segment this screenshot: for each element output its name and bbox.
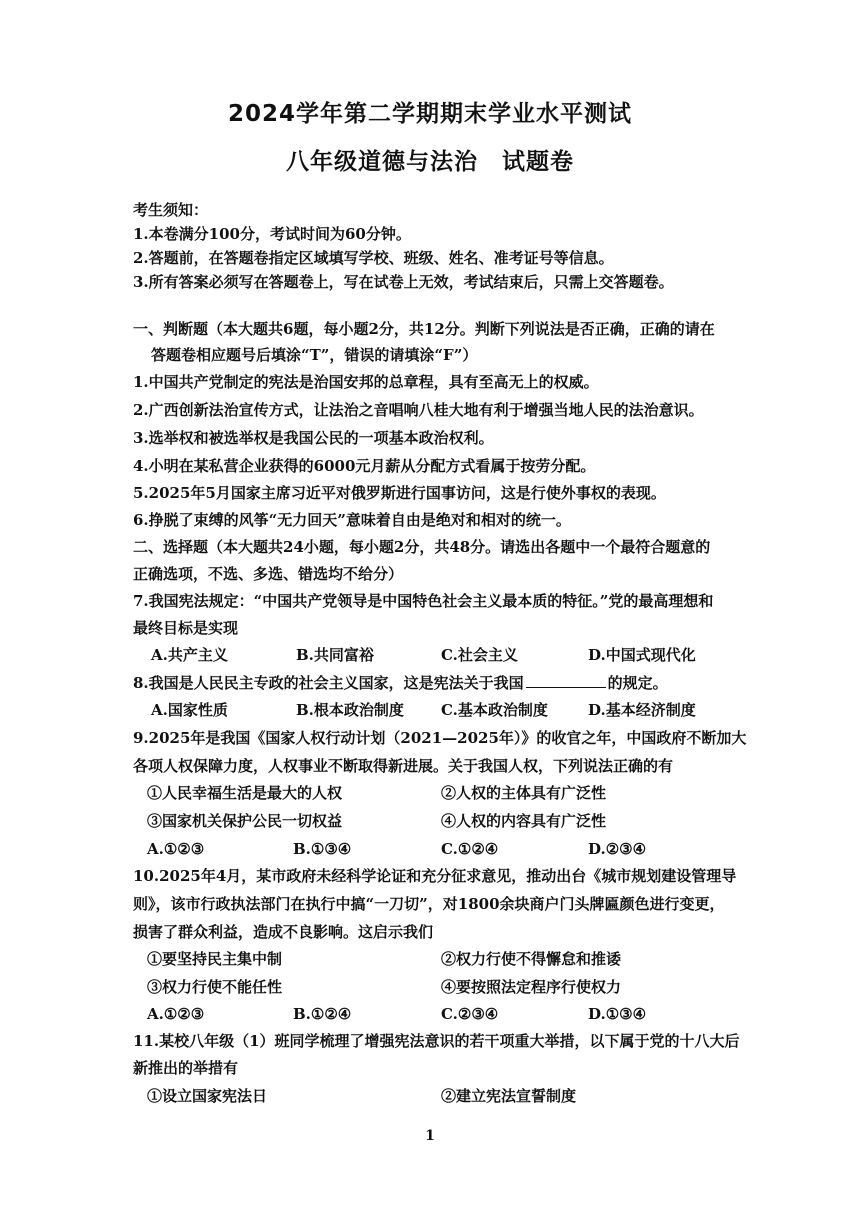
q9-option-a: A.①②③ [147,840,205,858]
q9-option-d: D.②③④ [588,840,647,858]
q11-statement-2: ②建立宪法宣誓制度 [441,1087,577,1105]
q8-stem-after: 的规定。 [607,674,668,692]
judge-item-5: 5.2025年5月国家主席习近平对俄罗斯进行国事访问，这是行使外事权的表现。 [133,484,666,502]
q9-statement-2: ②人权的主体具有广泛性 [441,784,607,802]
q9-statement-4: ④人权的内容具有广泛性 [441,812,607,830]
q11-stem-cont: 新推出的举措有 [133,1059,239,1077]
notice-item: 2.答题前，在答题卷指定区域填写学校、班级、姓名、准考证号等信息。 [133,249,614,267]
judge-item-6: 6.挣脱了束缚的风筝“无力回天”意味着自由是绝对和相对的统一。 [133,511,571,529]
exam-subtitle: 八年级道德与法治 试题卷 [286,149,574,175]
q10-stem-cont: 损害了群众利益，造成不良影响。这启示我们 [133,923,434,941]
q9-statement-1: ①人民幸福生活是最大的人权 [147,784,343,802]
q10-option-a: A.①②③ [147,1005,205,1023]
section1-heading-cont: 答题卷相应题号后填涂“T”，错误的请填涂“F”） [151,346,478,364]
q9-stem-cont: 各项人权保障力度，人权事业不断取得新进展。关于我国人权，下列说法正确的有 [133,757,674,775]
q7-option-c: C.社会主义 [441,646,518,664]
exam-title: 2024学年第二学期期末学业水平测试 [227,101,632,127]
judge-item-1: 1.中国共产党制定的宪法是治国安邦的总章程，具有至高无上的权威。 [133,373,599,391]
q10-stem: 10.2025年4月，某市政府未经科学论证和充分征求意见，推动出台《城市规划建设管理导 [133,867,737,885]
q7-option-b: B.共同富裕 [296,646,374,664]
q9-statement-3: ③国家机关保护公民一切权益 [147,812,343,830]
judge-item-2: 2.广西创新法治宣传方式，让法治之音唱响八桂大地有利于增强当地人民的法治意识。 [133,401,704,419]
q10-statement-4: ④要按照法定程序行使权力 [441,978,622,996]
page-number: 1 [425,1128,435,1144]
q11-statement-1: ①设立国家宪法日 [147,1087,268,1105]
q10-option-b: B.①②④ [293,1005,352,1023]
q10-stem-cont: 则》，该市行政执法部门在执行中搞“一刀切”，对1800余块商户门头牌匾颜色进行变更， [133,895,725,913]
section1-heading: 一、判断题（本大题共6题，每小题2分，共12分。判断下列说法是否正确，正确的请在 [133,320,715,338]
q10-statement-1: ①要坚持民主集中制 [147,950,283,968]
q8-option-c: C.基本政治制度 [441,701,548,719]
q7-option-d: D.中国式现代化 [588,646,696,664]
q7-option-a: A.共产主义 [151,646,228,664]
q7-stem-cont: 最终目标是实现 [133,619,239,637]
judge-item-4: 4.小明在某私营企业获得的6000元月薪从分配方式看属于按劳分配。 [133,457,596,475]
q8-option-b: B.根本政治制度 [296,701,404,719]
q9-option-b: B.①③④ [293,840,352,858]
q10-statement-3: ③权力行使不能任性 [147,978,283,996]
judge-item-3: 3.选举权和被选举权是我国公民的一项基本政治权利。 [133,429,494,447]
q10-option-c: C.②③④ [441,1005,499,1023]
notice-heading: 考生须知： [133,201,209,219]
q9-option-c: C.①②④ [441,840,499,858]
q7-stem: 7.我国宪法规定：“中国共产党领导是中国特色社会主义最本质的特征。”党的最高理想和 [133,592,714,610]
q8-stem-before: 8.我国是人民民主专政的社会主义国家，这是宪法关于我国 [133,674,524,692]
notice-item: 3.所有答案必须写在答题卷上，写在试卷上无效，考试结束后，只需上交答题卷。 [133,273,674,291]
q8-option-a: A.国家性质 [151,701,228,719]
q8-option-d: D.基本经济制度 [588,701,696,719]
q8-blank [526,673,606,688]
notice-item: 1.本卷满分100分，考试时间为60分钟。 [133,225,411,243]
q10-option-d: D.①③④ [588,1005,647,1023]
section2-heading-cont: 正确选项，不选、多选、错选均不给分） [133,565,404,583]
section2-heading: 二、选择题（本大题共24小题，每小题2分，共48分。请选出各题中一个最符合题意的 [133,538,711,556]
q11-stem: 11.某校八年级（1）班同学梳理了增强宪法意识的若干项重大举措，以下属于党的十八大后 [133,1032,740,1050]
q8-stem [133,672,668,694]
q9-stem: 9.2025年是我国《国家人权行动计划（2021—2025年）》的收官之年，中国政府不断加大 [133,729,747,747]
q10-statement-2: ②权力行使不得懈怠和推诿 [441,950,622,968]
